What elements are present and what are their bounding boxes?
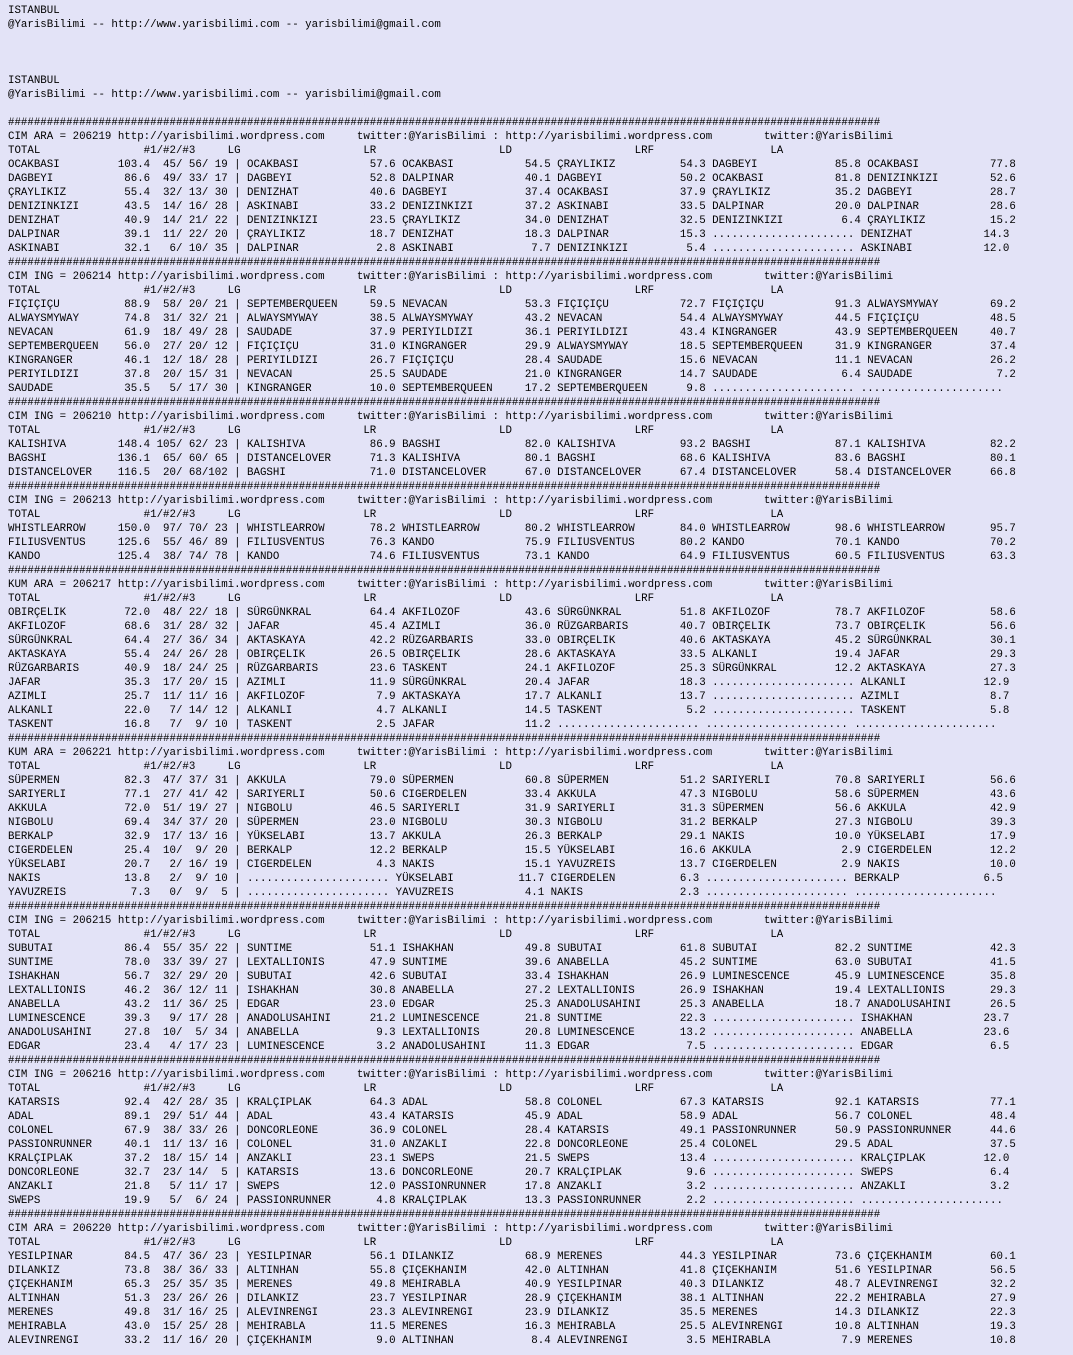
header-contact: @YarisBilimi -- http://www.yarisbilimi.com -- yarisbilimi@gmail.com [8, 19, 441, 31]
result-row: WHISTLEARROW 150.0 97/ 70/ 23 | WHISTLEARROW 78.2 WHISTLEARROW 80.2 WHISTLEARROW 84.0 WHISTLEARROW 98.6 WHISTLEARROW 95.7 [8, 523, 1016, 535]
column-header: TOTAL #1/#2/#3 LG LR LD LRF LA [8, 593, 784, 605]
result-row: YÜKSELABI 20.7 2/ 16/ 19 | CIGERDELEN 4.3 NAKIS 15.1 YAVUZREIS 13.7 CIGERDELEN 2.9 NAKIS 10.0 [8, 859, 1016, 871]
separator-line: ####################################################################################################################################### [8, 1209, 881, 1221]
result-row: ADAL 89.1 29/ 51/ 44 | ADAL 43.4 KATARSIS 45.9 ADAL 58.9 ADAL 56.7 COLONEL 48.4 [8, 1111, 1016, 1123]
result-row: SÜPERMEN 82.3 47/ 37/ 31 | AKKULA 79.0 SÜPERMEN 60.8 SÜPERMEN 51.2 SARIYERLI 70.8 SARIYERLI 56.6 [8, 775, 1016, 787]
result-row: DAGBEYI 86.6 49/ 33/ 17 | DAGBEYI 52.8 DALPINAR 40.1 DAGBEYI 50.2 OCAKBASI 81.8 DENIZINKIZI 52.6 [8, 173, 1016, 185]
separator-line: ####################################################################################################################################### [8, 901, 881, 913]
result-row: SWEPS 19.9 5/ 6/ 24 | PASSIONRUNNER 4.8 KRALÇIPLAK 13.3 PASSIONRUNNER 2.2 ...................... ...................... [8, 1195, 1003, 1207]
result-row: ALKANLI 22.0 7/ 14/ 12 | ALKANLI 4.7 ALKANLI 14.5 TASKENT 5.2 ...................... TASKENT 5.8 [8, 705, 1010, 717]
separator-line: ####################################################################################################################################### [8, 481, 881, 493]
result-row: NAKIS 13.8 2/ 9/ 10 | ...................... YÜKSELABI 11.7 CIGERDELEN 6.3 ...................... BERKALP 6.5 [8, 873, 1003, 885]
separator-line: ####################################################################################################################################### [8, 397, 881, 409]
blank-line [8, 60, 1073, 74]
column-header: TOTAL #1/#2/#3 LG LR LD LRF LA [8, 1083, 784, 1095]
result-row: FILIUSVENTUS 125.6 55/ 46/ 89 | FILIUSVENTUS 76.3 KANDO 75.9 FILIUSVENTUS 80.2 KANDO 70.1 KANDO 70.2 [8, 537, 1016, 549]
result-row: SAUDADE 35.5 5/ 17/ 30 | KINGRANGER 10.0 SEPTEMBERQUEEN 17.2 SEPTEMBERQUEEN 9.8 ...................... ...................... [8, 383, 1003, 395]
result-row: ALTINHAN 51.3 23/ 26/ 26 | DILANKIZ 23.7 YESILPINAR 28.9 ÇIÇEKHANIM 38.1 ALTINHAN 22.2 MEHIRABLA 27.9 [8, 1293, 1016, 1305]
race-title: KUM ARA = 206221 http://yarisbilimi.wordpress.com twitter:@YarisBilimi : http://yarisbilimi.wordpress.com twitter:@YarisBilimi [8, 747, 894, 759]
column-header: TOTAL #1/#2/#3 LG LR LD LRF LA [8, 1237, 784, 1249]
result-row: KANDO 125.4 38/ 74/ 78 | KANDO 74.6 FILIUSVENTUS 73.1 KANDO 64.9 FILIUSVENTUS 60.5 FILIUSVENTUS 63.3 [8, 551, 1016, 563]
result-row: DENIZINKIZI 43.5 14/ 16/ 28 | ASKINABI 33.2 DENIZINKIZI 37.2 ASKINABI 33.5 DALPINAR 20.0 DALPINAR 28.6 [8, 201, 1016, 213]
result-row: ALEVINRENGI 33.2 11/ 16/ 20 | ÇIÇEKHANIM 9.0 ALTINHAN 8.4 ALEVINRENGI 3.5 MEHIRABLA 7.9 MERENES 10.8 [8, 1335, 1016, 1347]
result-row: SARIYERLI 77.1 27/ 41/ 42 | SARIYERLI 50.6 CIGERDELEN 33.4 AKKULA 47.3 NIGBOLU 58.6 SÜPERMEN 43.6 [8, 789, 1016, 801]
column-header: TOTAL #1/#2/#3 LG LR LD LRF LA [8, 425, 784, 437]
result-row: AKKULA 72.0 51/ 19/ 27 | NIGBOLU 46.5 SARIYERLI 31.9 SARIYERLI 31.3 SÜPERMEN 56.6 AKKULA 42.9 [8, 803, 1016, 815]
result-row: ANZAKLI 21.8 5/ 11/ 17 | SWEPS 12.0 PASSIONRUNNER 17.8 ANZAKLI 3.2 ...................... ANZAKLI 3.2 [8, 1181, 1010, 1193]
result-row: FIÇIÇIÇU 88.9 58/ 20/ 21 | SEPTEMBERQUEEN 59.5 NEVACAN 53.3 FIÇIÇIÇU 72.7 FIÇIÇIÇU 91.3 ALWAYSMYWAY 69.2 [8, 299, 1016, 311]
result-row: EDGAR 23.4 4/ 17/ 23 | LUMINESCENCE 3.2 ANADOLUSAHINI 11.3 EDGAR 7.5 ...................... EDGAR 6.5 [8, 1041, 1010, 1053]
blank-line [8, 102, 1073, 116]
column-header: TOTAL #1/#2/#3 LG LR LD LRF LA [8, 929, 784, 941]
result-row: ÇRAYLIKIZ 55.4 32/ 13/ 30 | DENIZHAT 40.6 DAGBEYI 37.4 OCAKBASI 37.9 ÇRAYLIKIZ 35.2 DAGBEYI 28.7 [8, 187, 1016, 199]
column-header: TOTAL #1/#2/#3 LG LR LD LRF LA [8, 509, 784, 521]
result-row: KINGRANGER 46.1 12/ 18/ 28 | PERIYILDIZI 26.7 FIÇIÇIÇU 28.4 SAUDADE 15.6 NEVACAN 11.1 NEVACAN 26.2 [8, 355, 1016, 367]
result-row: SEPTEMBERQUEEN 56.0 27/ 20/ 12 | FIÇIÇIÇU 31.0 KINGRANGER 29.9 ALWAYSMYWAY 18.5 SEPTEMBERQUEEN 31.9 KINGRANGER 37.4 [8, 341, 1016, 353]
result-row: TASKENT 16.8 7/ 9/ 10 | TASKENT 2.5 JAFAR 11.2 ...................... ...................... ...................... [8, 719, 997, 731]
result-row: RÜZGARBARIS 40.9 18/ 24/ 25 | RÜZGARBARIS 23.6 TASKENT 24.1 AKFILOZOF 25.3 SÜRGÜNKRAL 12.2 AKTASKAYA 27.3 [8, 663, 1016, 675]
race-title: KUM ARA = 206217 http://yarisbilimi.wordpress.com twitter:@YarisBilimi : http://yarisbilimi.wordpress.com twitter:@YarisBilimi [8, 579, 894, 591]
result-row: DENIZHAT 40.9 14/ 21/ 22 | DENIZINKIZI 23.5 ÇRAYLIKIZ 34.0 DENIZHAT 32.5 DENIZINKIZI 6.4 ÇRAYLIKIZ 15.2 [8, 215, 1016, 227]
result-row: AKTASKAYA 55.4 24/ 26/ 28 | OBIRÇELIK 26.5 OBIRÇELIK 28.6 AKTASKAYA 33.5 ALKANLI 19.4 JAFAR 29.3 [8, 649, 1016, 661]
result-row: KALISHIVA 148.4 105/ 62/ 23 | KALISHIVA 86.9 BAGSHI 82.0 KALISHIVA 93.2 BAGSHI 87.1 KALISHIVA 82.2 [8, 439, 1016, 451]
result-row: SÜRGÜNKRAL 64.4 27/ 36/ 34 | AKTASKAYA 42.2 RÜZGARBARIS 33.0 OBIRÇELIK 40.6 AKTASKAYA 45.2 SÜRGÜNKRAL 30.1 [8, 635, 1016, 647]
result-row: OBIRÇELIK 72.0 48/ 22/ 18 | SÜRGÜNKRAL 64.4 AKFILOZOF 43.6 SÜRGÜNKRAL 51.8 AKFILOZOF 78.7 AKFILOZOF 58.6 [8, 607, 1016, 619]
separator-line: ####################################################################################################################################### [8, 565, 881, 577]
separator-line: ####################################################################################################################################### [8, 117, 881, 129]
result-row: ISHAKHAN 56.7 32/ 29/ 20 | SUBUTAI 42.6 SUBUTAI 33.4 ISHAKHAN 26.9 LUMINESCENCE 45.9 LUMINESCENCE 35.8 [8, 971, 1016, 983]
column-header: TOTAL #1/#2/#3 LG LR LD LRF LA [8, 761, 784, 773]
column-header: TOTAL #1/#2/#3 LG LR LD LRF LA [8, 285, 784, 297]
result-row: DONCORLEONE 32.7 23/ 14/ 5 | KATARSIS 13.6 DONCORLEONE 20.7 KRALÇIPLAK 9.6 ...................... SWEPS 6.4 [8, 1167, 1010, 1179]
result-row: NIGBOLU 69.4 34/ 37/ 20 | SÜPERMEN 23.0 NIGBOLU 30.3 NIGBOLU 31.2 BERKALP 27.3 NIGBOLU 39.3 [8, 817, 1016, 829]
header-contact-repeat: @YarisBilimi -- http://www.yarisbilimi.com -- yarisbilimi@gmail.com [8, 89, 441, 101]
result-row: AKFILOZOF 68.6 31/ 28/ 32 | JAFAR 45.4 AZIMLI 36.0 RÜZGARBARIS 40.7 OBIRÇELIK 73.7 OBIRÇELIK 56.6 [8, 621, 1016, 633]
result-row: DILANKIZ 73.8 38/ 36/ 33 | ALTINHAN 55.8 ÇIÇEKHANIM 42.0 ALTINHAN 41.8 ÇIÇEKHANIM 51.6 YESILPINAR 56.5 [8, 1265, 1016, 1277]
result-row: SUNTIME 78.0 33/ 39/ 27 | LEXTALLIONIS 47.9 SUNTIME 39.6 ANABELLA 45.2 SUNTIME 63.0 SUBUTAI 41.5 [8, 957, 1016, 969]
result-row: LUMINESCENCE 39.3 9/ 17/ 28 | ANADOLUSAHINI 21.2 LUMINESCENCE 21.8 SUNTIME 22.3 ...................... ISHAKHAN 23.7 [8, 1013, 1010, 1025]
blank-line [8, 46, 1073, 60]
result-row: ASKINABI 32.1 6/ 10/ 35 | DALPINAR 2.8 ASKINABI 7.7 DENIZINKIZI 5.4 ...................... ASKINABI 12.0 [8, 243, 1010, 255]
race-title: CIM ARA = 206220 http://yarisbilimi.wordpress.com twitter:@YarisBilimi : http://yarisbilimi.wordpress.com twitter:@YarisBilimi [8, 1223, 894, 1235]
result-row: CIGERDELEN 25.4 10/ 9/ 20 | BERKALP 12.2 BERKALP 15.5 YÜKSELABI 16.6 AKKULA 2.9 CIGERDELEN 12.2 [8, 845, 1016, 857]
race-sections [8, 116, 1073, 1348]
result-row: KRALÇIPLAK 37.2 18/ 15/ 14 | ANZAKLI 23.1 SWEPS 21.5 SWEPS 13.4 ...................... KRALÇIPLAK 12.0 [8, 1153, 1010, 1165]
header-city-repeat: ISTANBUL [8, 75, 60, 87]
result-row: KATARSIS 92.4 42/ 28/ 35 | KRALÇIPLAK 64.3 ADAL 58.8 COLONEL 67.3 KATARSIS 92.1 KATARSIS 77.1 [8, 1097, 1016, 1109]
result-row: BAGSHI 136.1 65/ 60/ 65 | DISTANCELOVER 71.3 KALISHIVA 80.1 BAGSHI 68.6 KALISHIVA 83.6 BAGSHI 80.1 [8, 453, 1016, 465]
result-row: COLONEL 67.9 38/ 33/ 26 | DONCORLEONE 36.9 COLONEL 28.4 KATARSIS 49.1 PASSIONRUNNER 50.9 PASSIONRUNNER 44.6 [8, 1125, 1016, 1137]
result-row: LEXTALLIONIS 46.2 36/ 12/ 11 | ISHAKHAN 30.8 ANABELLA 27.2 LEXTALLIONIS 26.9 ISHAKHAN 19.4 LEXTALLIONIS 29.3 [8, 985, 1016, 997]
result-row: PERIYILDIZI 37.8 20/ 15/ 31 | NEVACAN 25.5 SAUDADE 21.0 KINGRANGER 14.7 SAUDADE 6.4 SAUDADE 7.2 [8, 369, 1016, 381]
result-row: ANADOLUSAHINI 27.8 10/ 5/ 34 | ANABELLA 9.3 LEXTALLIONIS 20.8 LUMINESCENCE 13.2 ...................... ANABELLA 23.6 [8, 1027, 1010, 1039]
result-row: ANABELLA 43.2 11/ 36/ 25 | EDGAR 23.0 EDGAR 25.3 ANADOLUSAHINI 25.3 ANABELLA 18.7 ANADOLUSAHINI 26.5 [8, 999, 1016, 1011]
race-title: CIM ING = 206216 http://yarisbilimi.wordpress.com twitter:@YarisBilimi : http://yarisbilimi.wordpress.com twitter:@YarisBilimi [8, 1069, 894, 1081]
result-row: YAVUZREIS 7.3 0/ 9/ 5 | ...................... YAVUZREIS 4.1 NAKIS 2.3 ...................... ...................... [8, 887, 997, 899]
header-city: ISTANBUL [8, 5, 60, 17]
race-title: CIM ING = 206210 http://yarisbilimi.wordpress.com twitter:@YarisBilimi : http://yarisbilimi.wordpress.com twitter:@YarisBilimi [8, 411, 894, 423]
blank-line [8, 32, 1073, 46]
result-row: DALPINAR 39.1 11/ 22/ 20 | ÇRAYLIKIZ 18.7 DENIZHAT 18.3 DALPINAR 15.3 ...................... DENIZHAT 14.3 [8, 229, 1010, 241]
race-title: CIM ING = 206214 http://yarisbilimi.wordpress.com twitter:@YarisBilimi : http://yarisbilimi.wordpress.com twitter:@YarisBilimi [8, 271, 894, 283]
result-row: ÇIÇEKHANIM 65.3 25/ 35/ 35 | MERENES 49.8 MEHIRABLA 40.9 YESILPINAR 40.3 DILANKIZ 48.7 ALEVINRENGI 32.2 [8, 1279, 1016, 1291]
result-row: JAFAR 35.3 17/ 20/ 15 | AZIMLI 11.9 SÜRGÜNKRAL 20.4 JAFAR 18.3 ...................... ALKANLI 12.9 [8, 677, 1010, 689]
result-row: SUBUTAI 86.4 55/ 35/ 22 | SUNTIME 51.1 ISHAKHAN 49.8 SUBUTAI 61.8 SUBUTAI 82.2 SUNTIME 42.3 [8, 943, 1016, 955]
result-row: OCAKBASI 103.4 45/ 56/ 19 | OCAKBASI 57.6 OCAKBASI 54.5 ÇRAYLIKIZ 54.3 DAGBEYI 85.8 OCAKBASI 77.8 [8, 159, 1016, 171]
race-title: CIM ARA = 206219 http://yarisbilimi.wordpress.com twitter:@YarisBilimi : http://yarisbilimi.wordpress.com twitter:@YarisBilimi [8, 131, 894, 143]
result-row: PASSIONRUNNER 40.1 11/ 13/ 16 | COLONEL 31.0 ANZAKLI 22.8 DONCORLEONE 25.4 COLONEL 29.5 ADAL 37.5 [8, 1139, 1016, 1151]
result-row: AZIMLI 25.7 11/ 11/ 16 | AKFILOZOF 7.9 AKTASKAYA 17.7 ALKANLI 13.7 ...................... AZIMLI 8.7 [8, 691, 1010, 703]
result-row: ALWAYSMYWAY 74.8 31/ 32/ 21 | ALWAYSMYWAY 38.5 ALWAYSMYWAY 43.2 NEVACAN 54.4 ALWAYSMYWAY 44.5 FIÇIÇIÇU 48.5 [8, 313, 1016, 325]
result-row: MERENES 49.8 31/ 16/ 25 | ALEVINRENGI 23.3 ALEVINRENGI 23.9 DILANKIZ 35.5 MERENES 14.3 DILANKIZ 22.3 [8, 1307, 1016, 1319]
result-row: BERKALP 32.9 17/ 13/ 16 | YÜKSELABI 13.7 AKKULA 26.3 BERKALP 29.1 NAKIS 10.0 YÜKSELABI 17.9 [8, 831, 1016, 843]
result-row: MEHIRABLA 43.0 15/ 25/ 28 | MEHIRABLA 11.5 MERENES 16.3 MEHIRABLA 25.5 ALEVINRENGI 10.8 ALTINHAN 19.3 [8, 1321, 1016, 1333]
race-title: CIM ING = 206215 http://yarisbilimi.wordpress.com twitter:@YarisBilimi : http://yarisbilimi.wordpress.com twitter:@YarisBilimi [8, 915, 894, 927]
result-row: YESILPINAR 84.5 47/ 36/ 23 | YESILPINAR 56.1 DILANKIZ 68.9 MERENES 44.3 YESILPINAR 73.6 ÇIÇEKHANIM 60.1 [8, 1251, 1016, 1263]
result-row: NEVACAN 61.9 18/ 49/ 28 | SAUDADE 37.9 PERIYILDIZI 36.1 PERIYILDIZI 43.4 KINGRANGER 43.9 SEPTEMBERQUEEN 40.7 [8, 327, 1016, 339]
result-row: DISTANCELOVER 116.5 20/ 68/102 | BAGSHI 71.0 DISTANCELOVER 67.0 DISTANCELOVER 67.4 DISTANCELOVER 58.4 DISTANCELOVER 66.8 [8, 467, 1016, 479]
column-header: TOTAL #1/#2/#3 LG LR LD LRF LA [8, 145, 784, 157]
separator-line: ####################################################################################################################################### [8, 257, 881, 269]
separator-line: ####################################################################################################################################### [8, 733, 881, 745]
separator-line: ####################################################################################################################################### [8, 1055, 881, 1067]
race-title: CIM ING = 206213 http://yarisbilimi.wordpress.com twitter:@YarisBilimi : http://yarisbilimi.wordpress.com twitter:@YarisBilimi [8, 495, 894, 507]
